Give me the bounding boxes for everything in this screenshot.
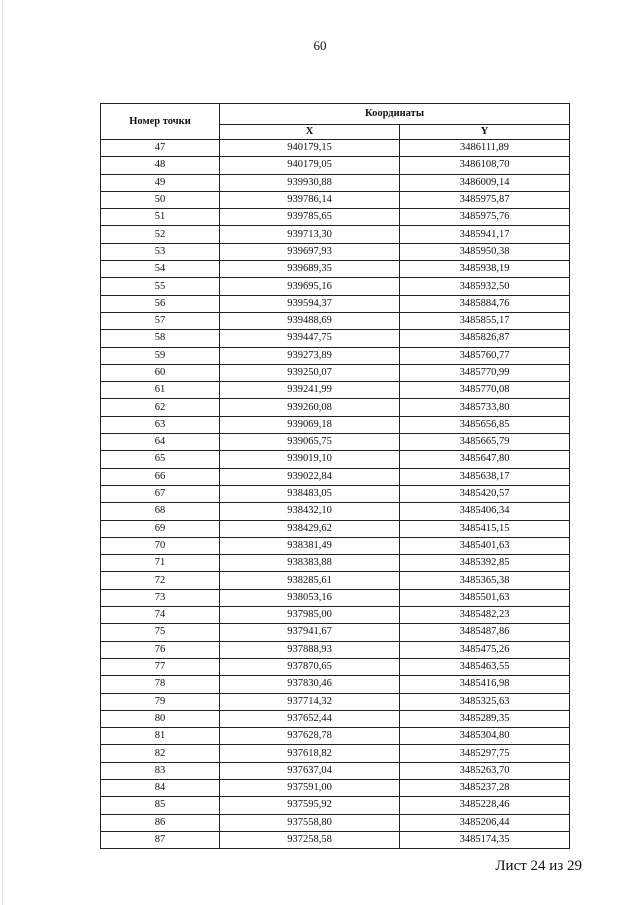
point-number-cell: 52 bbox=[101, 226, 220, 243]
x-coordinate-cell: 938383,88 bbox=[220, 555, 400, 572]
table-row bbox=[101, 451, 570, 468]
table-row bbox=[101, 745, 570, 762]
table-row bbox=[101, 537, 570, 554]
point-number-cell: 58 bbox=[101, 330, 220, 347]
x-coordinate-cell: 939273,89 bbox=[220, 347, 400, 364]
table-row bbox=[101, 572, 570, 589]
x-coordinate-cell: 939260,08 bbox=[220, 399, 400, 416]
x-coordinate-cell: 939786,14 bbox=[220, 191, 400, 208]
point-number-cell: 72 bbox=[101, 572, 220, 589]
table-row bbox=[101, 364, 570, 381]
table-row bbox=[101, 831, 570, 848]
table-row bbox=[101, 330, 570, 347]
table-row bbox=[101, 157, 570, 174]
header-coordinates: Координаты bbox=[220, 104, 570, 125]
table-row bbox=[101, 676, 570, 693]
x-coordinate-cell: 939241,99 bbox=[220, 382, 400, 399]
x-coordinate-cell: 940179,15 bbox=[220, 140, 400, 157]
table-row bbox=[101, 399, 570, 416]
point-number-cell: 70 bbox=[101, 537, 220, 554]
table-row bbox=[101, 485, 570, 502]
table-row bbox=[101, 209, 570, 226]
y-coordinate-cell: 3485656,85 bbox=[400, 416, 570, 433]
point-number-cell: 54 bbox=[101, 261, 220, 278]
table-row bbox=[101, 434, 570, 451]
point-number-cell: 79 bbox=[101, 693, 220, 710]
point-number-cell: 67 bbox=[101, 485, 220, 502]
x-coordinate-cell: 939065,75 bbox=[220, 434, 400, 451]
table-row bbox=[101, 468, 570, 485]
point-number-cell: 78 bbox=[101, 676, 220, 693]
x-coordinate-cell: 939447,75 bbox=[220, 330, 400, 347]
y-coordinate-cell: 3485487,86 bbox=[400, 624, 570, 641]
y-coordinate-cell: 3486108,70 bbox=[400, 157, 570, 174]
point-number-cell: 57 bbox=[101, 312, 220, 329]
y-coordinate-cell: 3485297,75 bbox=[400, 745, 570, 762]
table-row bbox=[101, 226, 570, 243]
y-coordinate-cell: 3485415,15 bbox=[400, 520, 570, 537]
point-number-cell: 85 bbox=[101, 797, 220, 814]
sheet-counter: Лист 24 из 29 bbox=[495, 858, 582, 874]
y-coordinate-cell: 3485975,87 bbox=[400, 191, 570, 208]
x-coordinate-cell: 940179,05 bbox=[220, 157, 400, 174]
point-number-cell: 51 bbox=[101, 209, 220, 226]
point-number-cell: 76 bbox=[101, 641, 220, 658]
x-coordinate-cell: 937595,92 bbox=[220, 797, 400, 814]
point-number-cell: 53 bbox=[101, 243, 220, 260]
table-row bbox=[101, 191, 570, 208]
x-coordinate-cell: 938483,05 bbox=[220, 485, 400, 502]
table-row bbox=[101, 779, 570, 796]
y-coordinate-cell: 3485289,35 bbox=[400, 710, 570, 727]
y-coordinate-cell: 3485482,23 bbox=[400, 607, 570, 624]
table-row bbox=[101, 382, 570, 399]
y-coordinate-cell: 3485938,19 bbox=[400, 261, 570, 278]
y-coordinate-cell: 3485263,70 bbox=[400, 762, 570, 779]
point-number-cell: 48 bbox=[101, 157, 220, 174]
scan-edge-line bbox=[2, 0, 3, 905]
x-coordinate-cell: 938381,49 bbox=[220, 537, 400, 554]
y-coordinate-cell: 3485770,99 bbox=[400, 364, 570, 381]
table-row bbox=[101, 710, 570, 727]
table-body bbox=[101, 140, 570, 849]
y-coordinate-cell: 3485855,17 bbox=[400, 312, 570, 329]
point-number-cell: 80 bbox=[101, 710, 220, 727]
point-number-cell: 77 bbox=[101, 658, 220, 675]
x-coordinate-cell: 937258,58 bbox=[220, 831, 400, 848]
point-number-cell: 83 bbox=[101, 762, 220, 779]
table-row bbox=[101, 520, 570, 537]
table-row bbox=[101, 641, 570, 658]
y-coordinate-cell: 3485932,50 bbox=[400, 278, 570, 295]
point-number-cell: 71 bbox=[101, 555, 220, 572]
x-coordinate-cell: 937714,32 bbox=[220, 693, 400, 710]
y-coordinate-cell: 3485237,28 bbox=[400, 779, 570, 796]
header-y: Y bbox=[400, 125, 570, 140]
x-coordinate-cell: 939695,16 bbox=[220, 278, 400, 295]
y-coordinate-cell: 3485463,55 bbox=[400, 658, 570, 675]
y-coordinate-cell: 3485401,63 bbox=[400, 537, 570, 554]
table-row bbox=[101, 347, 570, 364]
y-coordinate-cell: 3485733,80 bbox=[400, 399, 570, 416]
x-coordinate-cell: 939019,10 bbox=[220, 451, 400, 468]
x-coordinate-cell: 937830,46 bbox=[220, 676, 400, 693]
x-coordinate-cell: 937558,80 bbox=[220, 814, 400, 831]
table-row bbox=[101, 243, 570, 260]
y-coordinate-cell: 3485392,85 bbox=[400, 555, 570, 572]
point-number-cell: 75 bbox=[101, 624, 220, 641]
x-coordinate-cell: 939785,65 bbox=[220, 209, 400, 226]
y-coordinate-cell: 3485760,77 bbox=[400, 347, 570, 364]
table-row bbox=[101, 728, 570, 745]
point-number-cell: 55 bbox=[101, 278, 220, 295]
x-coordinate-cell: 939250,07 bbox=[220, 364, 400, 381]
y-coordinate-cell: 3485228,46 bbox=[400, 797, 570, 814]
point-number-cell: 74 bbox=[101, 607, 220, 624]
point-number-cell: 65 bbox=[101, 451, 220, 468]
table-row bbox=[101, 607, 570, 624]
x-coordinate-cell: 937637,04 bbox=[220, 762, 400, 779]
header-x: X bbox=[220, 125, 400, 140]
table-row bbox=[101, 762, 570, 779]
y-coordinate-cell: 3485304,80 bbox=[400, 728, 570, 745]
y-coordinate-cell: 3485647,80 bbox=[400, 451, 570, 468]
point-number-cell: 64 bbox=[101, 434, 220, 451]
y-coordinate-cell: 3485975,76 bbox=[400, 209, 570, 226]
x-coordinate-cell: 938429,62 bbox=[220, 520, 400, 537]
x-coordinate-cell: 939697,93 bbox=[220, 243, 400, 260]
x-coordinate-cell: 937652,44 bbox=[220, 710, 400, 727]
x-coordinate-cell: 939713,30 bbox=[220, 226, 400, 243]
y-coordinate-cell: 3485884,76 bbox=[400, 295, 570, 312]
point-number-cell: 59 bbox=[101, 347, 220, 364]
y-coordinate-cell: 3485174,35 bbox=[400, 831, 570, 848]
table-row bbox=[101, 261, 570, 278]
y-coordinate-cell: 3485206,44 bbox=[400, 814, 570, 831]
x-coordinate-cell: 939594,37 bbox=[220, 295, 400, 312]
table-row bbox=[101, 693, 570, 710]
point-number-cell: 73 bbox=[101, 589, 220, 606]
y-coordinate-cell: 3485501,63 bbox=[400, 589, 570, 606]
page-number: 60 bbox=[313, 38, 327, 53]
point-number-cell: 61 bbox=[101, 382, 220, 399]
point-number-cell: 50 bbox=[101, 191, 220, 208]
table-row bbox=[101, 140, 570, 157]
table-row bbox=[101, 814, 570, 831]
point-number-cell: 60 bbox=[101, 364, 220, 381]
y-coordinate-cell: 3485325,63 bbox=[400, 693, 570, 710]
table-row bbox=[101, 624, 570, 641]
table-row bbox=[101, 174, 570, 191]
point-number-cell: 56 bbox=[101, 295, 220, 312]
x-coordinate-cell: 939069,18 bbox=[220, 416, 400, 433]
x-coordinate-cell: 938053,16 bbox=[220, 589, 400, 606]
table-row bbox=[101, 503, 570, 520]
x-coordinate-cell: 937870,65 bbox=[220, 658, 400, 675]
point-number-cell: 84 bbox=[101, 779, 220, 796]
x-coordinate-cell: 939488,69 bbox=[220, 312, 400, 329]
point-number-cell: 47 bbox=[101, 140, 220, 157]
y-coordinate-cell: 3485826,87 bbox=[400, 330, 570, 347]
y-coordinate-cell: 3485638,17 bbox=[400, 468, 570, 485]
y-coordinate-cell: 3486009,14 bbox=[400, 174, 570, 191]
table-row bbox=[101, 589, 570, 606]
table-row bbox=[101, 278, 570, 295]
y-coordinate-cell: 3485406,34 bbox=[400, 503, 570, 520]
x-coordinate-cell: 937985,00 bbox=[220, 607, 400, 624]
x-coordinate-cell: 937591,00 bbox=[220, 779, 400, 796]
y-coordinate-cell: 3485420,57 bbox=[400, 485, 570, 502]
x-coordinate-cell: 937888,93 bbox=[220, 641, 400, 658]
x-coordinate-cell: 939022,84 bbox=[220, 468, 400, 485]
y-coordinate-cell: 3485416,98 bbox=[400, 676, 570, 693]
x-coordinate-cell: 937618,82 bbox=[220, 745, 400, 762]
point-number-cell: 87 bbox=[101, 831, 220, 848]
y-coordinate-cell: 3485950,38 bbox=[400, 243, 570, 260]
x-coordinate-cell: 939689,35 bbox=[220, 261, 400, 278]
x-coordinate-cell: 937628,78 bbox=[220, 728, 400, 745]
point-number-cell: 49 bbox=[101, 174, 220, 191]
x-coordinate-cell: 938285,61 bbox=[220, 572, 400, 589]
table-row bbox=[101, 416, 570, 433]
table-row bbox=[101, 797, 570, 814]
y-coordinate-cell: 3485475,26 bbox=[400, 641, 570, 658]
table-row bbox=[101, 555, 570, 572]
table-row bbox=[101, 312, 570, 329]
point-number-cell: 63 bbox=[101, 416, 220, 433]
x-coordinate-cell: 938432,10 bbox=[220, 503, 400, 520]
y-coordinate-cell: 3486111,89 bbox=[400, 140, 570, 157]
coordinates-table bbox=[100, 103, 570, 849]
table-row bbox=[101, 295, 570, 312]
table-row bbox=[101, 658, 570, 675]
x-coordinate-cell: 937941,67 bbox=[220, 624, 400, 641]
y-coordinate-cell: 3485941,17 bbox=[400, 226, 570, 243]
point-number-cell: 82 bbox=[101, 745, 220, 762]
y-coordinate-cell: 3485665,79 bbox=[400, 434, 570, 451]
point-number-cell: 81 bbox=[101, 728, 220, 745]
point-number-cell: 69 bbox=[101, 520, 220, 537]
y-coordinate-cell: 3485365,38 bbox=[400, 572, 570, 589]
header-point-number: Номер точки bbox=[101, 104, 220, 140]
y-coordinate-cell: 3485770,08 bbox=[400, 382, 570, 399]
x-coordinate-cell: 939930,88 bbox=[220, 174, 400, 191]
point-number-cell: 68 bbox=[101, 503, 220, 520]
point-number-cell: 62 bbox=[101, 399, 220, 416]
point-number-cell: 86 bbox=[101, 814, 220, 831]
point-number-cell: 66 bbox=[101, 468, 220, 485]
